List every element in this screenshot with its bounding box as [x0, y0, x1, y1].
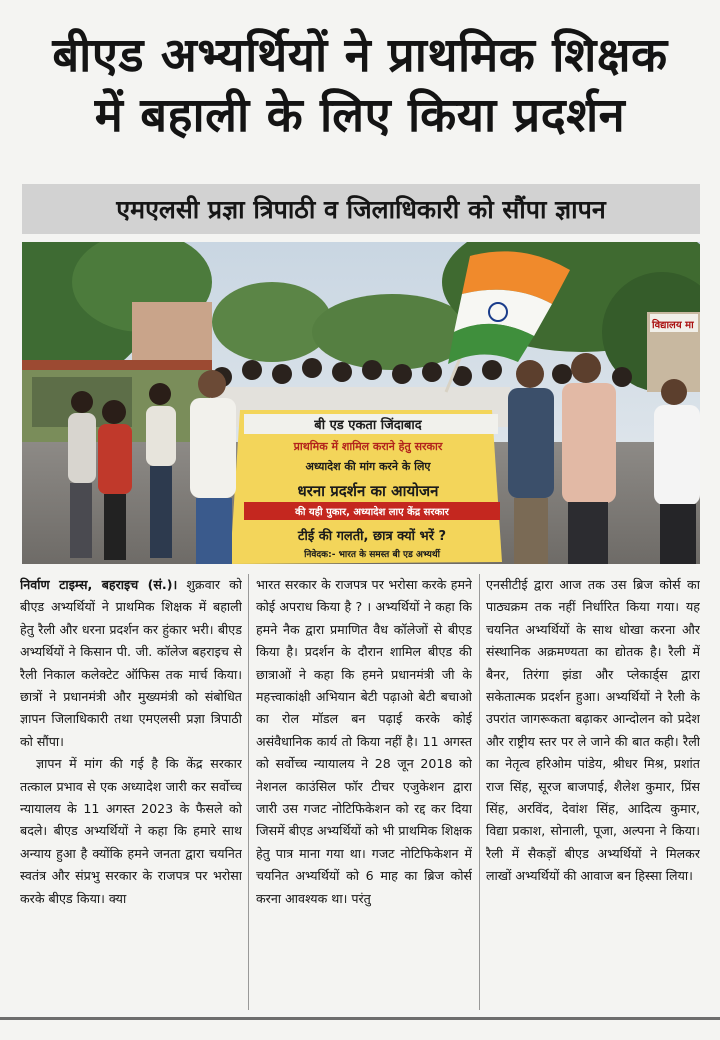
article-column-3 [486, 574, 700, 1010]
article-column-2 [256, 574, 472, 1010]
column-divider-1 [248, 574, 249, 1010]
article-col3-text: एनसीटीई द्वारा आज तक उस ब्रिज कोर्स का पाठ्यक्रम तक नहीं निर्धारित किया गया। यह चयनित अभ्यर्थियों के साथ धोखा करना और संस्थानिक अक्रमण्यता का द्योतक है। रैली में बैनर, तिरंगा झंडा और प्लेकार्ड्स द्वारा सकेतात्मक प्रदर्शन हुआ। अभ्यर्थियों ने रैली के उपरांत जागरूकता बढ़ाकर आन्दोलन को प्रदेश और राष्ट्रीय स्तर पर ले जाने की बात कही। रैली का नेतृत्व हरिओम पांडेय, श्रीधर मिश्र, प्रशांत राज सिंह, सूरज बाजपाई, शैलेश कुमार, प्रिंस सिंह, अरविंद, देवांश सिंह, आदित्य कुमार, विद्या प्रकाश, सोनाली, पूजा, अल्पना ने किया। रैली में सैकड़ों बीएड अभ्यर्थियों ने मिलकर लाखों अभ्यर्थियों की आवाज बन हिस्सा लिया। [486, 577, 700, 884]
article-dateline: निर्वाण टाइम्स, बहराइच (सं.)। [20, 577, 178, 592]
article-col2-text: भारत सरकार के राजपत्र पर भरोसा करके हमने कोई अपराध किया है ? । अभ्यर्थियों ने कहा कि हमने नैक द्वारा प्रमाणित वैध कॉलेजों से बीएड किया है। प्रदर्शन के दौरान शामिल बीएड की छात्राओं ने कहा कि हमने प्रधानमंत्री जी के महत्त्वाकांक्षी अभियान बेटी पढ़ाओ बेटी बचाओ का रोल मॉडल बन पढ़ाई करके कोई असंवैधानिक कार्य तो किया नहीं है। 11 अगस्त को सर्वोच्च न्यायालय ने 28 जून 2018 को नेशनल काउंसिल फॉर टीचर एजुकेशन द्वारा जारी उस गजट नोटिफिकेशन को रद्द कर दिया जिसमें बीएड अभ्यर्थियों को भी प्राथमिक शिक्षक हेतु पात्र माना गया था। गजट नोटिफिकेशन में चयनित अभ्यर्थियों को 6 माह का ब्रिज कोर्स करना आवश्यक था। परंतु [256, 577, 472, 906]
subheadline-bar [22, 184, 700, 234]
page-bottom-rule [0, 1017, 720, 1020]
banner-line-6: टीई की गलती, छात्र क्यों भरें ? [297, 529, 447, 544]
headline-line-2: में बहाली के लिए किया प्रदर्शन [94, 88, 626, 143]
banner-line-3: अध्यादेश की मांग करने के लिए [305, 460, 431, 473]
article-column-1 [20, 574, 242, 1010]
banner-line-5: की यही पुकार, अध्यादेश लाए केंद्र सरकार [295, 507, 449, 518]
banner-line-2: प्राथमिक में शामिल कराने हेतु सरकार [293, 440, 443, 453]
headline [0, 26, 720, 146]
banner-line-4: धरना प्रदर्शन का आयोजन [297, 482, 439, 500]
shop-sign: विद्यालय मा [652, 320, 694, 331]
column-divider-2 [479, 574, 480, 1010]
article-body [20, 574, 700, 1010]
banner-line-1: बी एड एकता जिंदाबाद [314, 418, 422, 433]
protest-photo [22, 242, 700, 564]
article-col1-paragraph-2: ज्ञापन में मांग की गई है कि केंद्र सरकार तत्काल प्रभाव से एक अध्यादेश जारी कर सर्वोच्च न्यायालय के 11 अगस्त 2023 के फैसले को बदले। बीएड अभ्यर्थियों ने कहा कि हमारे साथ अन्याय हुआ है क्योंकि हमने जनता द्वारा चयनित स्वतंत्र और संप्रभु सरकार के राजपत्र पर भरोसा करके बीएड किया। क्या [20, 756, 242, 906]
protest-banner [230, 410, 502, 564]
banner-line-7: निवेदक:- भारत के समस्त बी एड अभ्यर्थी [304, 550, 440, 560]
headline-line-1: बीएड अभ्यर्थियों ने प्राथमिक शिक्षक [52, 28, 668, 83]
article-col1-paragraph-1: शुक्रवार को बीएड अभ्यर्थियों ने प्राथमिक शिक्षक में बहाली हेतु रैली और धरना प्रदर्शन कर हुंकार भरी। बीएड अभ्यर्थियों ने किसान पी. जी. कॉलेज बहराइच से रैली निकाल कलेक्टेट ऑफिस तक मार्च किया। छात्रों ने प्रधानमंत्री और मुख्यमंत्री को संबोधित ज्ञापन जिलाधिकारी तथा एमएलसी प्रज्ञा त्रिपाठी को सौंपा। [20, 577, 242, 749]
subheadline: एमएलसी प्रज्ञा त्रिपाठी व जिलाधिकारी को सौंपा ज्ञापन [116, 195, 606, 224]
protest-photo-illustration [22, 242, 700, 564]
